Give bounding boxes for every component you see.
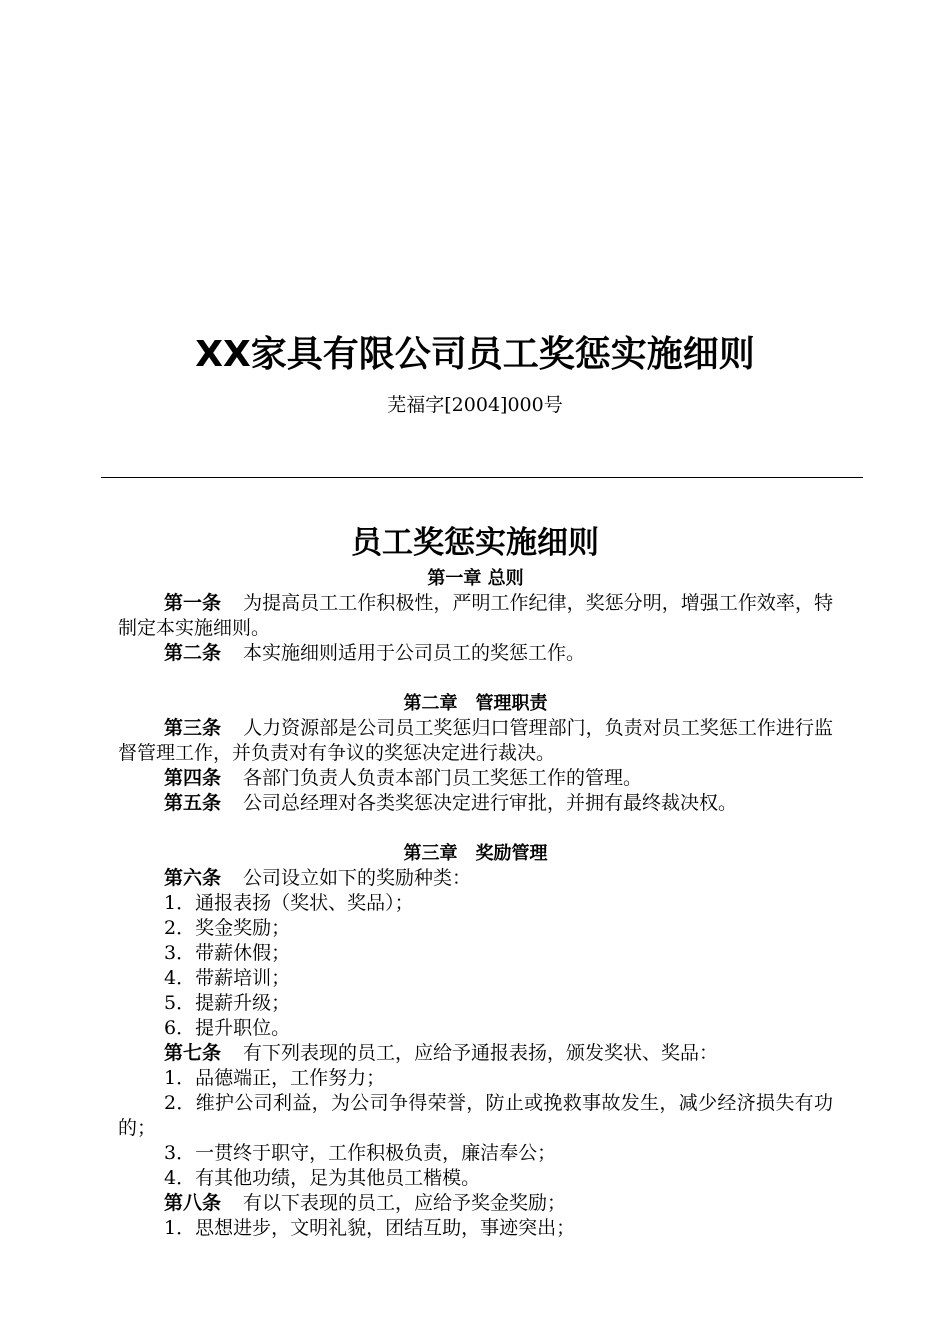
article-text: 有下列表现的员工，应给予通报表扬，颁发奖状、奖品：	[243, 1042, 719, 1064]
article-paragraph	[118, 1041, 833, 1066]
article-paragraph	[118, 591, 833, 641]
list-item: 2．奖金奖励；	[164, 917, 291, 939]
list-item: 2．维护公司利益，为公司争得荣誉，防止或挽救事故发生，减少经济损失有功的；	[118, 1092, 833, 1139]
article-text: 各部门负责人负责本部门员工奖惩工作的管理。	[243, 767, 643, 789]
article-text: 公司设立如下的奖励种类：	[243, 867, 472, 889]
chapter-heading: 第三章 奖励管理	[403, 843, 548, 864]
article-paragraph	[118, 1191, 833, 1216]
article-label: 第二条	[164, 642, 222, 664]
article-label: 第八条	[164, 1192, 222, 1214]
list-item: 1．通报表扬（奖状、奖品）；	[164, 892, 414, 914]
article-label: 第五条	[164, 792, 222, 814]
article-label: 第三条	[164, 717, 222, 739]
document-title: XX家具有限公司员工奖惩实施细则	[195, 334, 755, 375]
list-item: 1．思想进步，文明礼貌，团结互助，事迹突出；	[164, 1217, 576, 1239]
article-paragraph	[118, 716, 833, 766]
document-number: 芜福字[2004]000号	[387, 394, 563, 416]
list-item: 5．提薪升级；	[164, 992, 291, 1014]
document-body	[118, 566, 833, 1241]
list-item: 6．提升职位。	[164, 1017, 291, 1039]
article-label: 第一条	[164, 592, 222, 614]
article-paragraph	[118, 866, 833, 891]
article-text: 公司总经理对各类奖惩决定进行审批，并拥有最终裁决权。	[243, 792, 738, 814]
list-item: 3．一贯终于职守，工作积极负责，廉洁奉公；	[164, 1142, 557, 1164]
article-text: 为提高员工工作积极性，严明工作纪律，奖惩分明，增强工作效率，特制定本实施细则。	[118, 592, 833, 639]
article-text: 本实施细则适用于公司员工的奖惩工作。	[243, 642, 586, 664]
chapter-heading: 第一章 总则	[427, 568, 524, 589]
article-text: 人力资源部是公司员工奖惩归口管理部门，负责对员工奖惩工作进行监督管理工作，并负责对有争议的奖惩决定进行裁决。	[118, 717, 833, 764]
list-item: 4．带薪培训；	[164, 967, 291, 989]
article-label: 第六条	[164, 867, 222, 889]
main-title: 员工奖惩实施细则	[351, 525, 599, 561]
article-paragraph	[118, 641, 833, 666]
chapter-heading: 第二章 管理职责	[403, 693, 548, 714]
list-item: 4．有其他功绩，足为其他员工楷模。	[164, 1167, 481, 1189]
article-paragraph	[118, 791, 833, 816]
article-label: 第七条	[164, 1042, 222, 1064]
list-item: 1．品德端正，工作努力；	[164, 1067, 386, 1089]
article-paragraph	[118, 766, 833, 791]
list-item: 3．带薪休假；	[164, 942, 291, 964]
article-label: 第四条	[164, 767, 222, 789]
header-divider	[101, 477, 863, 478]
article-text: 有以下表现的员工，应给予奖金奖励；	[243, 1192, 567, 1214]
